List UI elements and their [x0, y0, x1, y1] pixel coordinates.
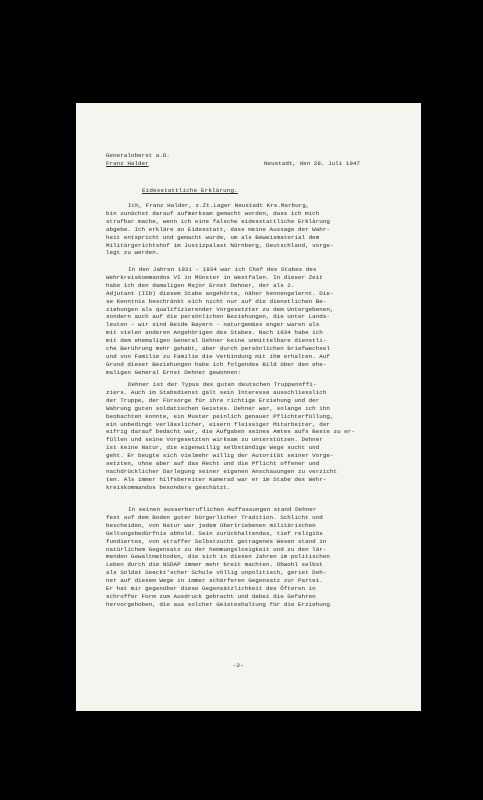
text-line: der Truppe, der Fürsorge für ihre richtige Erziehung und der [106, 396, 320, 404]
text-line: legt zu werden. [106, 249, 160, 257]
text-line: Wehrkreiskommandos VI in Münster in Westfalen. In dieser Zeit [106, 273, 323, 281]
place-date: Neustadt, den 28. Juli 1947 [264, 160, 360, 167]
text-line: beobachten konnte, ein Muster peinlich genauer Pflichterfüllung, [106, 412, 334, 420]
text-line: mit dem ehemaligen General Dehner keine unmittelbare dienstli- [106, 337, 327, 345]
text-line: strafbar mache, wenn ich eine falsche eidesstattliche Erklärung [106, 217, 330, 225]
text-line: bescheiden, von Natur war jedem übertriebenen militärischen [106, 521, 316, 529]
text-line: bin zunächst darauf aufmerksam gemacht worden, dass ich mich [106, 209, 320, 217]
text-line: ziehungen als qualifizierender Vorgesetzter zu dem Untergebenen, [106, 305, 334, 313]
text-line: Ich, Franz Halder, z.Zt.Lager Neustadt Krs.Marburg, [128, 202, 310, 209]
text-line: Er hat mir gegenüber diese Gegensätzlichkeit des Öfteren in [106, 585, 316, 592]
text-line: che Berührung mehr gehabt, aber durch persönlichen Briefwechsel [106, 345, 330, 352]
text-line: Geltungsbedürfnis abhold. Sein zurückhaltendes, tief religiös [106, 529, 323, 537]
text-line: habe ich den damaligen Major Ernst Dehner, der als 2. [106, 281, 295, 289]
text-line: kreiskommandos besonders geschätzt. [106, 483, 231, 491]
text-line: sondern auch auf die persönlichen Beziehungen, die unter Lands- [106, 313, 330, 321]
text-line: als Soldat Seeckt'scher Schule völlig unpolitisch, geriet Deh- [106, 569, 327, 577]
text-line: se Kenntnis beschränkt sich nicht nur auf die dienstlichen Be- [106, 297, 327, 305]
text-line: fest auf dem Boden guter bürgerlicher Tradition. Schlicht und [106, 513, 323, 521]
text-line: menden Gewaltmethoden, die sich in diesen Jahren im politischen [106, 553, 330, 561]
text-line: geht. Er beugte sich vielmehr willig der Autorität seiner Vorge- [106, 452, 334, 460]
text-line: leuten - wir sind Beide Bayern - naturgemäss enger waren als [106, 321, 320, 329]
text-line: ziers. Auch im Stabsdienst galt sein Interesse ausschliesslich [106, 388, 327, 396]
text-line: ein unbedingt verlässlicher, eisern fleissiger Mitarbeiter, der [106, 420, 330, 428]
text-line: und von Familie zu Familie die Verbindung mit ihm erhalten. Auf [106, 352, 330, 360]
text-line: eifrig darauf bedacht war, die Aufgaben seines Amtes aufs Beste zu er- [106, 428, 355, 436]
text-line: natürlichem Gegensatz zu der hemmungslosigkeit und zu den lär- [106, 545, 327, 553]
text-line: Grund dieser Beziehungen habe ich folgendes Bild über den ehe- [106, 360, 327, 368]
text-line: fundiertes, von straffer Selbstzucht getragenes Wesen stand in [106, 537, 327, 545]
text-line: Militärgerichtshof im Justizpalast Nürnberg, Deutschland, vorge- [106, 241, 334, 249]
text-line: abgebe. Ich erkläre an Eidesstatt, dass meine Aussage der Wahr- [106, 225, 330, 233]
text-line: ist keine Natur, die eigenwillig selbständige Wege sucht und [106, 444, 320, 452]
text-line: schroffer Form zum Ausdruck gebracht und dabei die Gefahren [106, 592, 316, 600]
text-line: ten. Als immer hilfsbereiter Kamerad war er im Stabe des Wehr- [106, 475, 327, 483]
text-line: In den Jahren 1931 - 1934 war ich Chef des Stabes des [128, 266, 317, 273]
text-line: füllen und seine Vorgesetzten wirksam zu unterstützen. Dehner [106, 436, 323, 444]
page-number: -2- [233, 662, 244, 669]
text-line: hervorgehoben, die aus solcher Geisteshaltung für die Erziehung [106, 600, 330, 608]
text-line: In seinen ausserberuflichen Auffassungen stand Dehner [128, 506, 317, 513]
text-line: ner auf diesem Wege in immer schärferen Gegensatz zur Partei. [106, 577, 323, 585]
text-line: setzten, ohne aber auf das Recht und die Pflicht offener und [106, 460, 320, 467]
text-line: heit entspricht und gemacht wurde, um als Beweismaterial dem [106, 233, 320, 241]
text-line: Wahrung guten soldatischen Geistes. Dehner war, solange ich ihn [106, 404, 330, 412]
author-name: Franz Halder [106, 160, 149, 167]
document-page [76, 103, 421, 711]
text-line: maligen General Ernst Dehner gewonnen: [106, 368, 242, 376]
text-line: Adjutant (IIb) diesem Stabe angehörte, näher kennengelernt. Die- [106, 289, 334, 297]
document-title: Eidesstattliche Erklärung. [142, 187, 238, 194]
text-line: mit vielen anderen Angehörigen des Stabes. Nach 1934 habe ich [106, 329, 323, 337]
author-rank: Generaloberst a.D. [106, 152, 170, 159]
text-line: Leben durch die NSDAP immer mehr breit machten. Obwohl selbst [106, 561, 323, 569]
text-line: Dehner ist der Typus des guten deutschen Truppenoffi- [128, 381, 317, 388]
text-line: nachdrücklicher Darlegung seiner eigenen Anschauungen zu verzicht [106, 467, 338, 475]
